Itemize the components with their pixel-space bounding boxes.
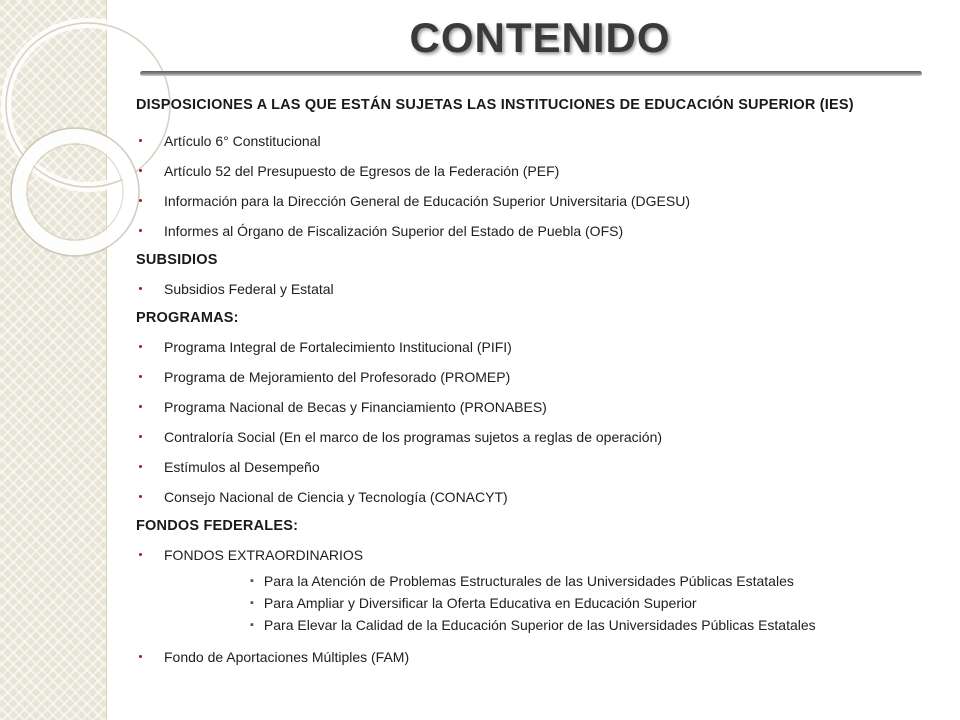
list-item — [136, 216, 936, 246]
list-item — [136, 392, 936, 422]
section-heading-fondos: FONDOS FEDERALES: — [136, 518, 299, 534]
bullet-icon — [138, 654, 144, 660]
bullet-icon — [138, 138, 144, 144]
bullet-icon — [138, 552, 144, 558]
list-item-text: Programa Nacional de Becas y Financiamiento (PRONABES) — [164, 399, 547, 415]
list-item-text: Programa de Mejoramiento del Profesorado (PROMEP) — [164, 369, 511, 385]
sub-bullet-icon: ▪ — [250, 575, 254, 587]
list-item — [136, 332, 936, 362]
list-item — [136, 540, 936, 570]
sub-bullet-icon: ▪ — [250, 619, 254, 631]
sub-list-item — [136, 592, 936, 614]
list-item-text: Informes al Órgano de Fiscalización Superior del Estado de Puebla (OFS) — [164, 223, 624, 239]
list-item — [136, 422, 936, 452]
bullet-icon — [138, 404, 144, 410]
section-heading-subsidios: SUBSIDIOS — [136, 252, 218, 268]
list-item-text: FONDOS EXTRAORDINARIOS — [164, 547, 364, 563]
sub-list-item — [136, 570, 936, 592]
bullet-icon — [138, 434, 144, 440]
sub-list-item-text: Para la Atención de Problemas Estructurales de las Universidades Públicas Estatales — [263, 573, 794, 589]
slide-content — [136, 96, 936, 672]
slide-title: CONTENIDO — [409, 14, 671, 61]
section-heading-programas: PROGRAMAS: — [136, 310, 239, 326]
list-item — [136, 362, 936, 392]
bullet-icon — [138, 464, 144, 470]
list-item-text: Consejo Nacional de Ciencia y Tecnología (CONACYT) — [164, 489, 508, 505]
bullet-icon — [138, 198, 144, 204]
list-item-text: Fondo de Aportaciones Múltiples (FAM) — [164, 649, 410, 665]
list-item-text: Información para la Dirección General de Educación Superior Universitaria (DGESU) — [164, 193, 691, 209]
list-item — [136, 186, 936, 216]
bullet-icon — [138, 374, 144, 380]
section-heading-disposiciones: DISPOSICIONES A LAS QUE ESTÁN SUJETAS LAS INSTITUCIONES DE EDUCACIÓN SUPERIOR (IES) — [136, 97, 854, 113]
list-item-text: Estímulos al Desempeño — [164, 459, 320, 475]
sub-list-item-text: Para Ampliar y Diversificar la Oferta Educativa en Educación Superior — [263, 595, 697, 611]
list-item — [136, 156, 936, 186]
list-item — [136, 642, 936, 672]
sub-list-item-text: Para Elevar la Calidad de la Educación Superior de las Universidades Públicas Estatales — [263, 617, 816, 633]
list-item-text: Contraloría Social (En el marco de los programas sujetos a reglas de operación) — [164, 429, 663, 445]
list-item-text: Subsidios Federal y Estatal — [164, 281, 334, 297]
title-underline — [140, 71, 922, 76]
bullet-icon — [138, 168, 144, 174]
list-item — [136, 126, 936, 156]
list-item — [136, 482, 936, 512]
bullet-icon — [138, 286, 144, 292]
list-item-text: Programa Integral de Fortalecimiento Institucional (PIFI) — [164, 339, 512, 355]
bullet-icon — [138, 228, 144, 234]
list-item-text: Artículo 6° Constitucional — [164, 133, 321, 149]
sub-list-item — [136, 614, 936, 636]
list-item-text: Artículo 52 del Presupuesto de Egresos de la Federación (PEF) — [164, 163, 560, 179]
list-item — [136, 452, 936, 482]
list-item — [136, 274, 936, 304]
bullet-icon — [138, 494, 144, 500]
bullet-icon — [138, 344, 144, 350]
sub-bullet-icon: ▪ — [250, 597, 254, 609]
